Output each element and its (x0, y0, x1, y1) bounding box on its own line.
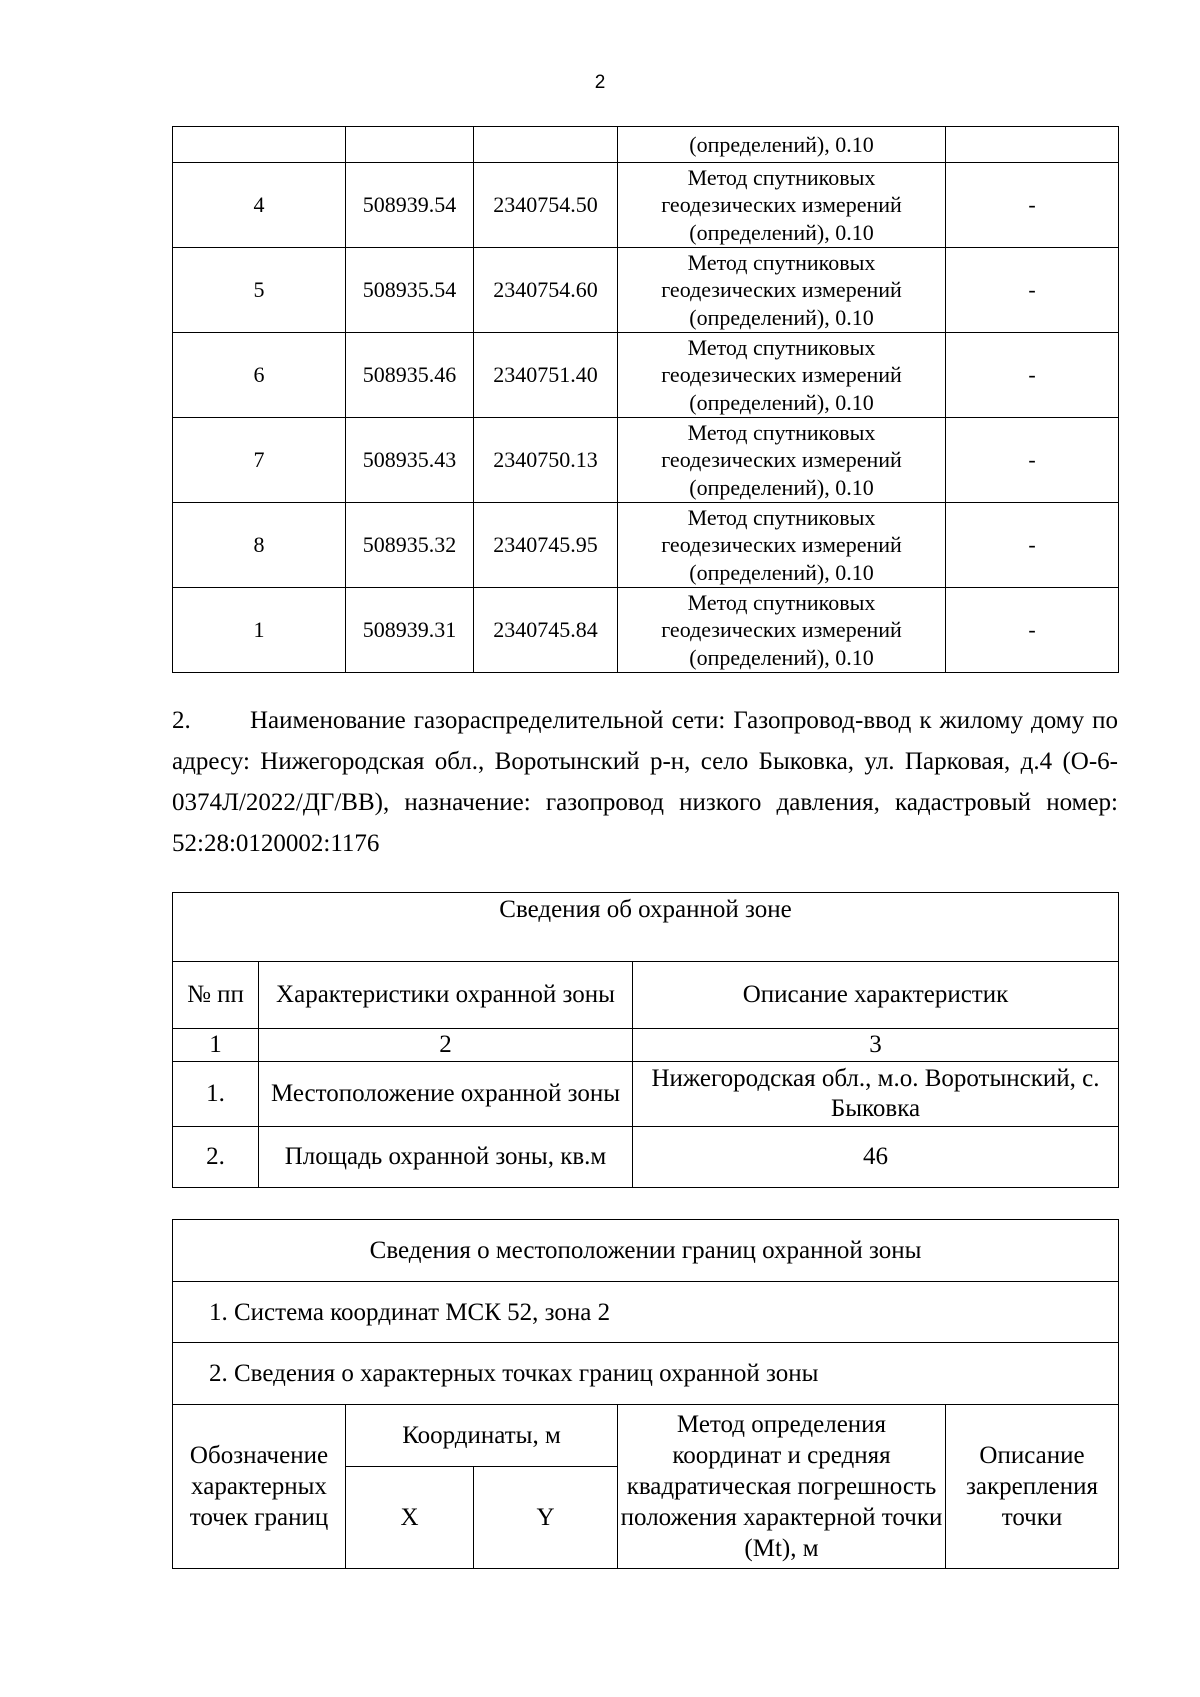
method-line: (определений), 0.10 (689, 304, 874, 330)
method-cell (618, 418, 946, 503)
method-cell (618, 503, 946, 588)
x-cell: 508935.54 (346, 248, 474, 333)
section-2-paragraph (172, 700, 1118, 864)
column-header: Y (474, 1467, 618, 1569)
method-line: Метод спутниковых (687, 249, 876, 275)
boundary-table (172, 1219, 1119, 1569)
y-cell: 2340745.84 (474, 588, 618, 673)
table-row (173, 1127, 1119, 1188)
column-header: № пп (173, 962, 259, 1029)
y-cell: 2340751.40 (474, 333, 618, 418)
table-row (173, 1343, 1119, 1405)
method-line: (определений), 0.10 (689, 219, 874, 245)
table-row (173, 127, 1119, 163)
table-title: Сведения о местоположении границ охранной зоны (173, 1220, 1119, 1282)
method-cell (618, 588, 946, 673)
page-number: 2 (594, 72, 606, 93)
table-title: Сведения об охранной зоне (173, 893, 1119, 962)
method-line: Метод спутниковых (687, 334, 876, 360)
x-cell: 508935.32 (346, 503, 474, 588)
description-cell: - (946, 333, 1119, 418)
table-row (173, 418, 1119, 503)
y-cell: 2340754.60 (474, 248, 618, 333)
description-cell: - (946, 588, 1119, 673)
point-cell: 4 (173, 163, 346, 248)
method-cell (618, 248, 946, 333)
column-header: Координаты, м (346, 1405, 618, 1467)
y-cell: 2340754.50 (474, 163, 618, 248)
column-header: Метод определения координат и средняя квадратическая погрешность положения характерной точки (Mt), м (618, 1405, 946, 1569)
column-header: X (346, 1467, 474, 1569)
row-number: 2. (173, 1127, 259, 1188)
description-cell: - (946, 503, 1119, 588)
y-cell: 2340750.13 (474, 418, 618, 503)
characteristic-cell: Площадь охранной зоны, кв.м (259, 1127, 633, 1188)
method-cell (618, 333, 946, 418)
table-row (173, 1282, 1119, 1343)
table-row (173, 248, 1119, 333)
table-row (173, 1029, 1119, 1062)
characteristic-cell: Местоположение охранной зоны (259, 1062, 633, 1127)
section-number: 2. (172, 707, 191, 734)
row-number: 1. (173, 1062, 259, 1127)
description-cell: Нижегородская обл., м.о. Воротынский, с. Быковка (633, 1062, 1119, 1127)
column-header: Описание закрепления точки (946, 1405, 1119, 1569)
table-row (173, 1405, 1119, 1467)
table-row (173, 962, 1119, 1029)
column-header: Обозначение характерных точек границ (173, 1405, 346, 1569)
column-index: 1 (173, 1029, 259, 1062)
table-row (173, 333, 1119, 418)
method-line: Метод спутниковых (687, 419, 876, 445)
zone-info-table (172, 892, 1119, 1188)
description-cell: - (946, 163, 1119, 248)
section-text: Наименование газораспределительной сети: Газопровод-ввод к жилому дому по адресу: Нижегородская обл., Воротынский р-н, село Быковка, ул. Парковая, д.4 (О-6-0374Л/2022/ДГ/ВВ), назначение: газопровод низкого давления, кадастровый номер: 52:28:0120002:1176 (172, 707, 1118, 857)
point-cell: 6 (173, 333, 346, 418)
method-line: геодезических измерений (661, 447, 902, 473)
column-header: Характеристики охранной зоны (259, 962, 633, 1029)
method-line: геодезических измерений (661, 362, 902, 388)
table-row (173, 588, 1119, 673)
x-cell: 508935.46 (346, 333, 474, 418)
method-line: (определений), 0.10 (689, 474, 874, 500)
x-cell: 508939.31 (346, 588, 474, 673)
description-cell: - (946, 418, 1119, 503)
description-cell: - (946, 248, 1119, 333)
point-cell: 5 (173, 248, 346, 333)
method-line: геодезических измерений (661, 532, 902, 558)
method-cell: (определений), 0.10 (618, 127, 946, 163)
method-line: (определений), 0.10 (689, 559, 874, 585)
point-cell: 7 (173, 418, 346, 503)
column-index: 2 (259, 1029, 633, 1062)
table-row (173, 893, 1119, 962)
method-line: Метод спутниковых (687, 164, 876, 190)
x-cell: 508935.43 (346, 418, 474, 503)
method-line: Метод спутниковых (687, 589, 876, 615)
method-line: геодезических измерений (661, 277, 902, 303)
table-row (173, 163, 1119, 248)
method-line: (определений), 0.10 (689, 644, 874, 670)
y-cell: 2340745.95 (474, 503, 618, 588)
table-row (173, 1062, 1119, 1127)
coordinate-system: 1. Система координат МСК 52, зона 2 (173, 1282, 1119, 1343)
method-line: геодезических измерений (661, 192, 902, 218)
column-index: 3 (633, 1029, 1119, 1062)
column-header: Описание характеристик (633, 962, 1119, 1029)
coordinates-table (172, 126, 1119, 673)
point-cell: 1 (173, 588, 346, 673)
method-line: (определений), 0.10 (689, 389, 874, 415)
x-cell: 508939.54 (346, 163, 474, 248)
table-row (173, 1220, 1119, 1282)
point-cell: 8 (173, 503, 346, 588)
method-cell (618, 163, 946, 248)
method-line: Метод спутниковых (687, 504, 876, 530)
table-row (173, 503, 1119, 588)
points-title: 2. Сведения о характерных точках границ охранной зоны (173, 1343, 1119, 1405)
method-line: геодезических измерений (661, 617, 902, 643)
description-cell: 46 (633, 1127, 1119, 1188)
